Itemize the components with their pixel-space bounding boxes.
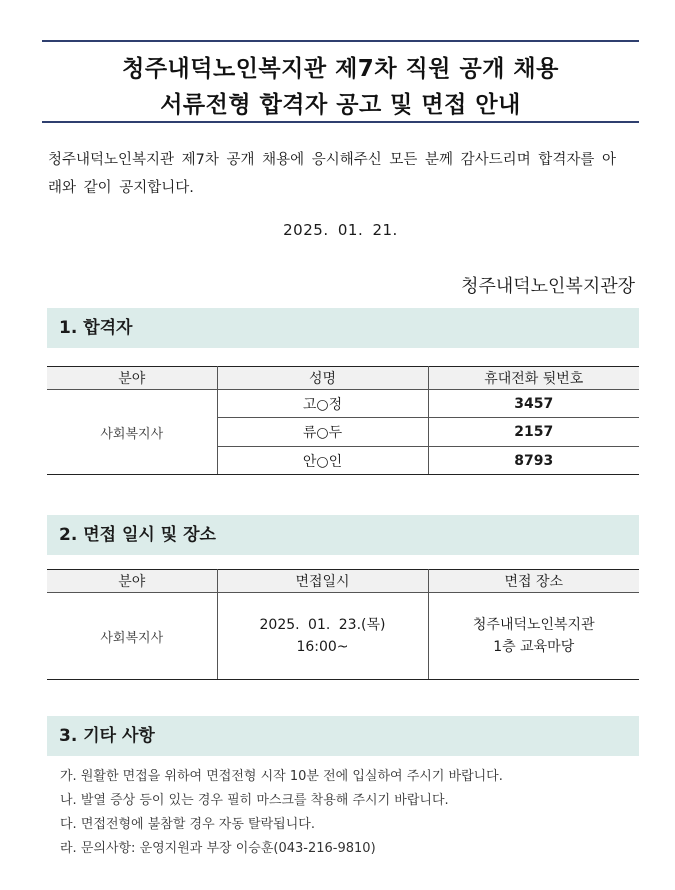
table-header-row xyxy=(47,367,639,390)
column-header: 성명 xyxy=(217,367,428,390)
intro-line-2: 래와 같이 공지합니다. xyxy=(48,180,194,196)
list-item: 라. 문의사항: 운영지원과 부장 이승훈(043-216-9810) xyxy=(60,841,376,856)
name-cell: 안○인 xyxy=(217,447,428,475)
section-3-heading: 3. 기타 사항 xyxy=(47,716,639,756)
column-header: 분야 xyxy=(47,367,217,390)
phone-cell: 3457 xyxy=(428,390,639,418)
interview-place-cell xyxy=(428,593,639,680)
column-header: 면접 장소 xyxy=(428,570,639,593)
title-top-rule xyxy=(42,40,639,42)
list-item: 가. 원활한 면접을 위하여 면접전형 시작 10분 전에 입실하여 주시기 바랍니다. xyxy=(60,769,503,784)
phone-cell: 2157 xyxy=(428,418,639,447)
page-title-line1: 청주내덕노인복지관 제7차 직원 공개 채용 xyxy=(122,56,559,82)
interview-datetime-cell xyxy=(217,593,428,680)
interview-place-name: 청주내덕노인복지관 xyxy=(472,617,595,633)
list-item: 나. 발열 증상 등이 있는 경우 필히 마스크를 착용해 주시기 바랍니다. xyxy=(60,793,449,808)
page-title-line2: 서류전형 합격자 공고 및 면접 안내 xyxy=(160,92,521,118)
announcement-date: 2025. 01. 21. xyxy=(283,221,398,239)
passers-table xyxy=(47,366,639,475)
interview-time: 16:00~ xyxy=(296,639,349,655)
column-header: 분야 xyxy=(47,570,217,593)
intro-line-1: 청주내덕노인복지관 제7차 공개 채용에 응시해주신 모든 분께 감사드리며 합격자를 아 xyxy=(48,152,616,168)
table-row xyxy=(47,390,639,418)
name-cell: 고○정 xyxy=(217,390,428,418)
intro-text xyxy=(48,146,638,202)
column-header: 면접일시 xyxy=(217,570,428,593)
phone-cell: 8793 xyxy=(428,447,639,475)
field-cell: 사회복지사 xyxy=(47,593,217,680)
section-1-heading: 1. 합격자 xyxy=(47,308,639,348)
notes-list xyxy=(60,765,503,861)
title-bottom-rule xyxy=(42,121,639,123)
table-row xyxy=(47,593,639,680)
list-item: 다. 면접전형에 불참할 경우 자동 탈락됩니다. xyxy=(60,817,315,832)
name-cell: 류○두 xyxy=(217,418,428,447)
interview-date: 2025. 01. 23.(목) xyxy=(259,617,386,633)
interview-table xyxy=(47,569,639,680)
column-header: 휴대전화 뒷번호 xyxy=(428,367,639,390)
table-header-row xyxy=(47,570,639,593)
interview-place-room: 1층 교육마당 xyxy=(493,639,575,655)
signature: 청주내덕노인복지관장 xyxy=(461,276,635,297)
section-2-heading: 2. 면접 일시 및 장소 xyxy=(47,515,639,555)
field-cell: 사회복지사 xyxy=(47,390,217,475)
